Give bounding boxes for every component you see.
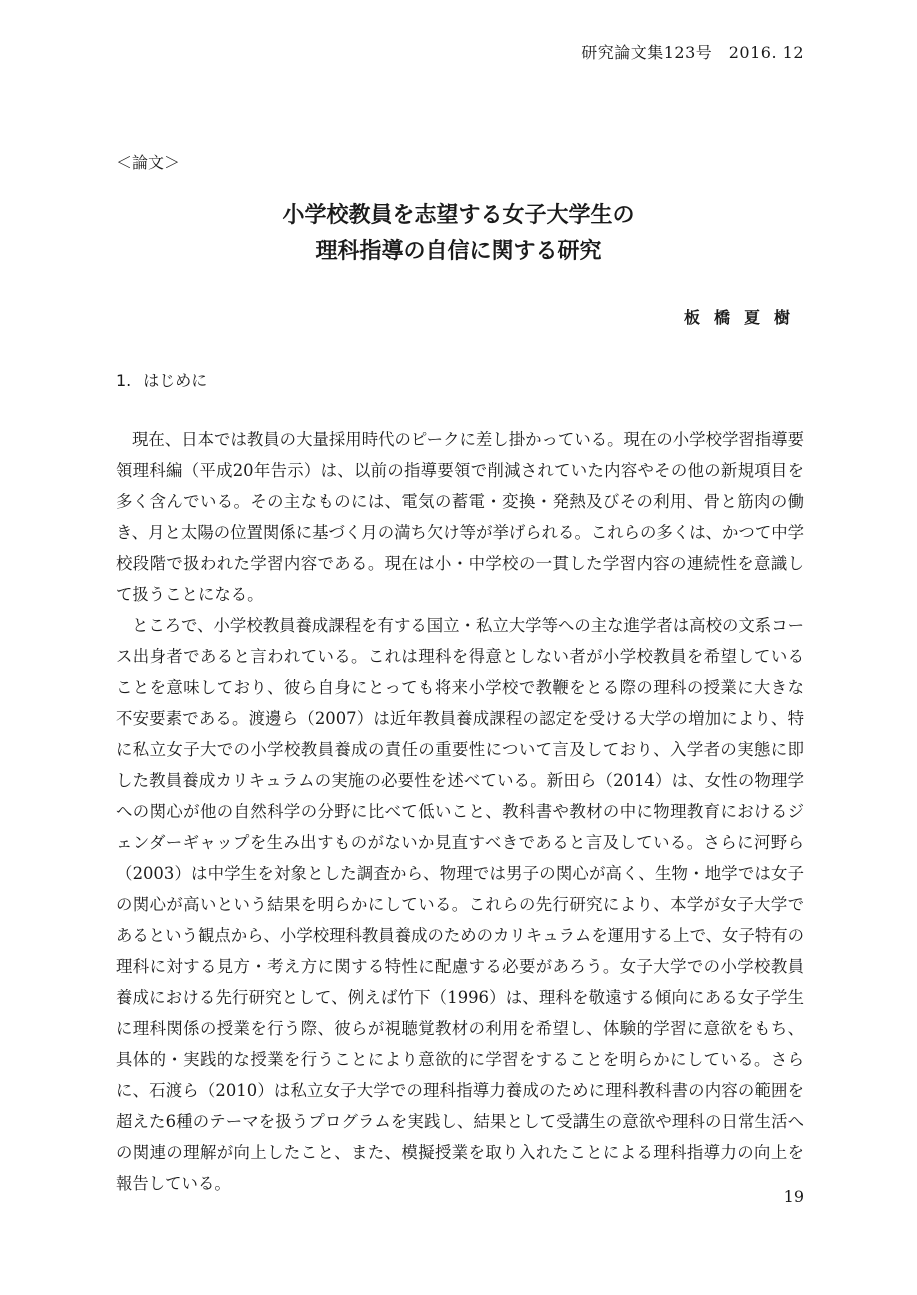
section-heading [116,368,207,391]
body-text [116,424,804,1199]
title-line-1: 小学校教員を志望する女子大学生の [282,203,635,228]
paragraph: 現在、日本では教員の大量採用時代のピークに差し掛かっている。現在の小学校学習指導要領理科編（平成20年告示）は、以前の指導要領で削減されていた内容やその他の新規項目を多く含んでいる。その主なものには、電気の蓄電・変換・発熱及びその利用、骨と筋肉の働き、月と太陽の位置関係に基づく月の満ち欠け等が挙げられる。これらの多くは、かつて中学校段階で扱われた学習内容である。現在は小・中学校の一貫した学習内容の連続性を意識して扱うことになる。 [116,430,804,604]
article-title [0,198,917,270]
section-number: 1. [116,371,132,390]
section-tag: ＜論文＞ [116,153,181,172]
section-title: はじめに [143,371,208,390]
running-header: 研究論文集123号 2016. 12 [581,43,804,62]
author-name: 板橋夏樹 [683,308,804,327]
page-number: 19 [783,1187,804,1206]
paragraph: ところで、小学校教員養成課程を有する国立・私立大学等への主な進学者は高校の文系コース出身者であると言われている。これは理科を得意としない者が小学校教員を希望していることを意味しており、彼ら自身にとっても将来小学校で教鞭をとる際の理科の授業に大きな不安要素である。渡邊ら（2007）は近年教員養成課程の認定を受ける大学の増加により、特に私立女子大での小学校教員養成の責任の重要性について言及しており、入学者の実態に即した教員養成カリキュラムの実施の必要性を述べている。新田ら（2014）は、女性の物理学への関心が他の自然科学の分野に比べて低いこと、教科書や教材の中に物理教育におけるジェンダーギャップを生み出すものがないか見直すべきであると言及している。さらに河野ら（2003）は中学生を対象とした調査から、物理では男子の関心が高く、生物・地学では女子の関心が高いという結果を明らかにしている。これらの先行研究により、本学が女子大学であるという観点から、小学校理科教員養成のためのカリキュラムを運用する上で、女子特有の理科に対する見方・考え方に関する特性に配慮する必要があろう。女子大学での小学校教員養成における先行研究として、例えば竹下（1996）は、理科を敬遠する傾向にある女子学生に理科関係の授業を行う際、彼らが視聴覚教材の利用を希望し、体験的学習に意欲をもち、具体的・実践的な授業を行うことにより意欲的に学習をすることを明らかにしている。さらに、石渡ら（2010）は私立女子大学での理科指導力養成のために理科教科書の内容の範囲を超えた6種のテーマを扱うプログラムを実践し、結果として受講生の意欲や理科の日常生活への関連の理解が向上したこと、また、模擬授業を取り入れたことによる理科指導力の向上を報告している。 [116,616,804,1193]
title-line-2: 理科指導の自信に関する研究 [315,239,602,264]
